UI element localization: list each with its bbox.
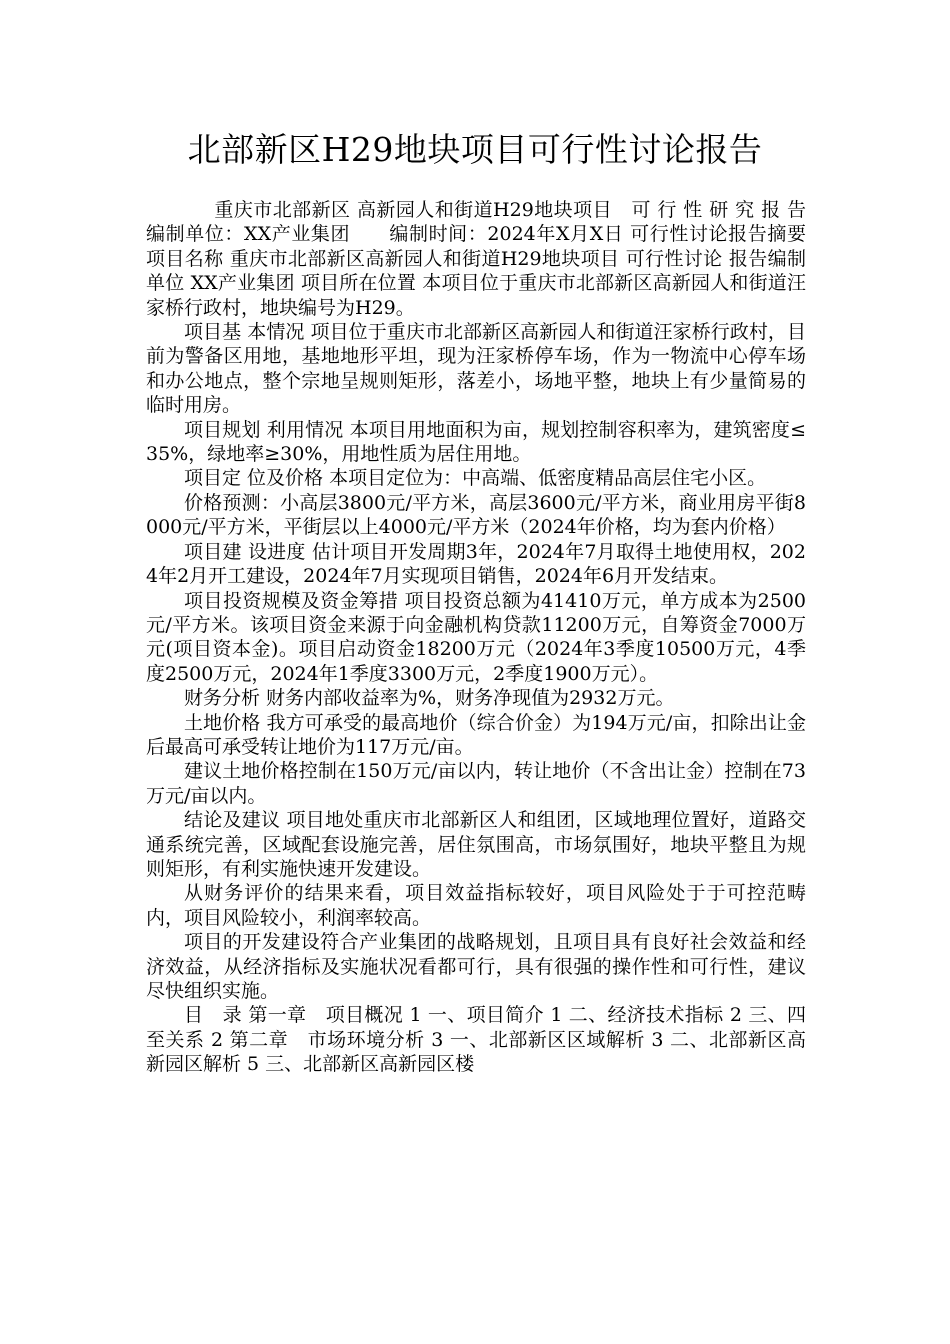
paragraph-land-price-advice: 建议土地价格控制在150万元/亩以内，转让地价（不含出让金）控制在73万元/亩以内。 bbox=[146, 760, 806, 807]
paragraph-schedule: 项目建 设进度 估计项目开发周期3年，2024年7月取得土地使用权，2024年2月开工建设，2024年7月实现项目销售，2024年6月开发结束。 bbox=[146, 540, 806, 588]
paragraph-planning-use: 项目规划 利用情况 本项目用地面积为亩，规划控制容积率为，建筑密度≤35%，绿地率≥30%，用地性质为居住用地。 bbox=[146, 418, 806, 466]
paragraph-project-basics: 项目基 本情况 项目位于重庆市北部新区高新园人和街道汪家桥行政村，目前为警备区用地，基地地形平坦，现为汪家桥停车场，作为一物流中心停车场和办公地点，整个宗地呈规则矩形，落差小，场地平整，地块上有少量简易的临时用房。 bbox=[146, 321, 806, 417]
paragraph-land-price: 土地价格 我方可承受的最高地价（综合价金）为194万元/亩，扣除出让金后最高可承受转让地价为117万元/亩。 bbox=[146, 711, 806, 758]
paragraph-positioning: 项目定 位及价格 本项目定位为：中高端、低密度精品高层住宅小区。 bbox=[184, 467, 767, 490]
paragraph-recommendation: 项目的开发建设符合产业集团的战略规划，且项目具有良好社会效益和经济效益，从经济指标及实施状况看都可行，具有很强的操作性和可行性，建议尽快组织实施。 bbox=[146, 931, 806, 1002]
paragraph-price-forecast: 价格预测：小高层3800元/平方米，高层3600元/平方米，商业用房平街8000元/平方米，平街层以上4000元/平方米（2024年价格，均为套内价格） bbox=[146, 491, 806, 539]
document-title: 北部新区H29地块项目可行性讨论报告 bbox=[187, 130, 763, 169]
document-body bbox=[146, 198, 845, 1077]
paragraph-cover-summary: 重庆市北部新区 高新园人和街道H29地块项目 可 行 性 研 究 报 告 编制单位：XX产业集团 编制时间：2024年X月X日 可行性讨论报告摘要 项目名称 重庆市北部新区高新园人和街道H29地块项目 可行性讨论 报告编制单位 XX产业集团 项目所在位置 本项目位于重庆市北部新区高新园人和街道汪家桥行政村，地块编号为H29。 bbox=[146, 199, 845, 319]
paragraph-table-of-contents: 目 录 第一章 项目概况 1 一、项目简介 1 二、经济技术指标 2 三、四至关系 2 第二章 市场环境分析 3 一、北部新区区域解析 3 二、北部新区高新园区解析 5 三、北部新区高新园区楼 bbox=[146, 1004, 806, 1076]
paragraph-financial-evaluation: 从财务评价的结果来看，项目效益指标较好，项目风险处于于可控范畴内，项目风险较小，利润率较高。 bbox=[146, 882, 806, 929]
paragraph-investment: 项目投资规模及资金筹措 项目投资总额为41410万元，单方成本为2500元/平方米。该项目资金来源于向金融机构贷款11200万元，自筹资金7000万元(项目资本金)。项目启动资金18200万元（2024年3季度10500万元，4季度2500万元，2024年1季度3300万元，2季度1900万元）。 bbox=[146, 589, 806, 685]
paragraph-financial-analysis: 财务分析 财务内部收益率为%，财务净现值为2932万元。 bbox=[184, 687, 675, 710]
paragraph-conclusion: 结论及建议 项目地处重庆市北部新区人和组团，区域地理位置好，道路交通系统完善，区域配套设施完善，居住氛围高，市场氛围好，地块平整且为规则矩形，有利实施快速开发建设。 bbox=[146, 809, 806, 880]
